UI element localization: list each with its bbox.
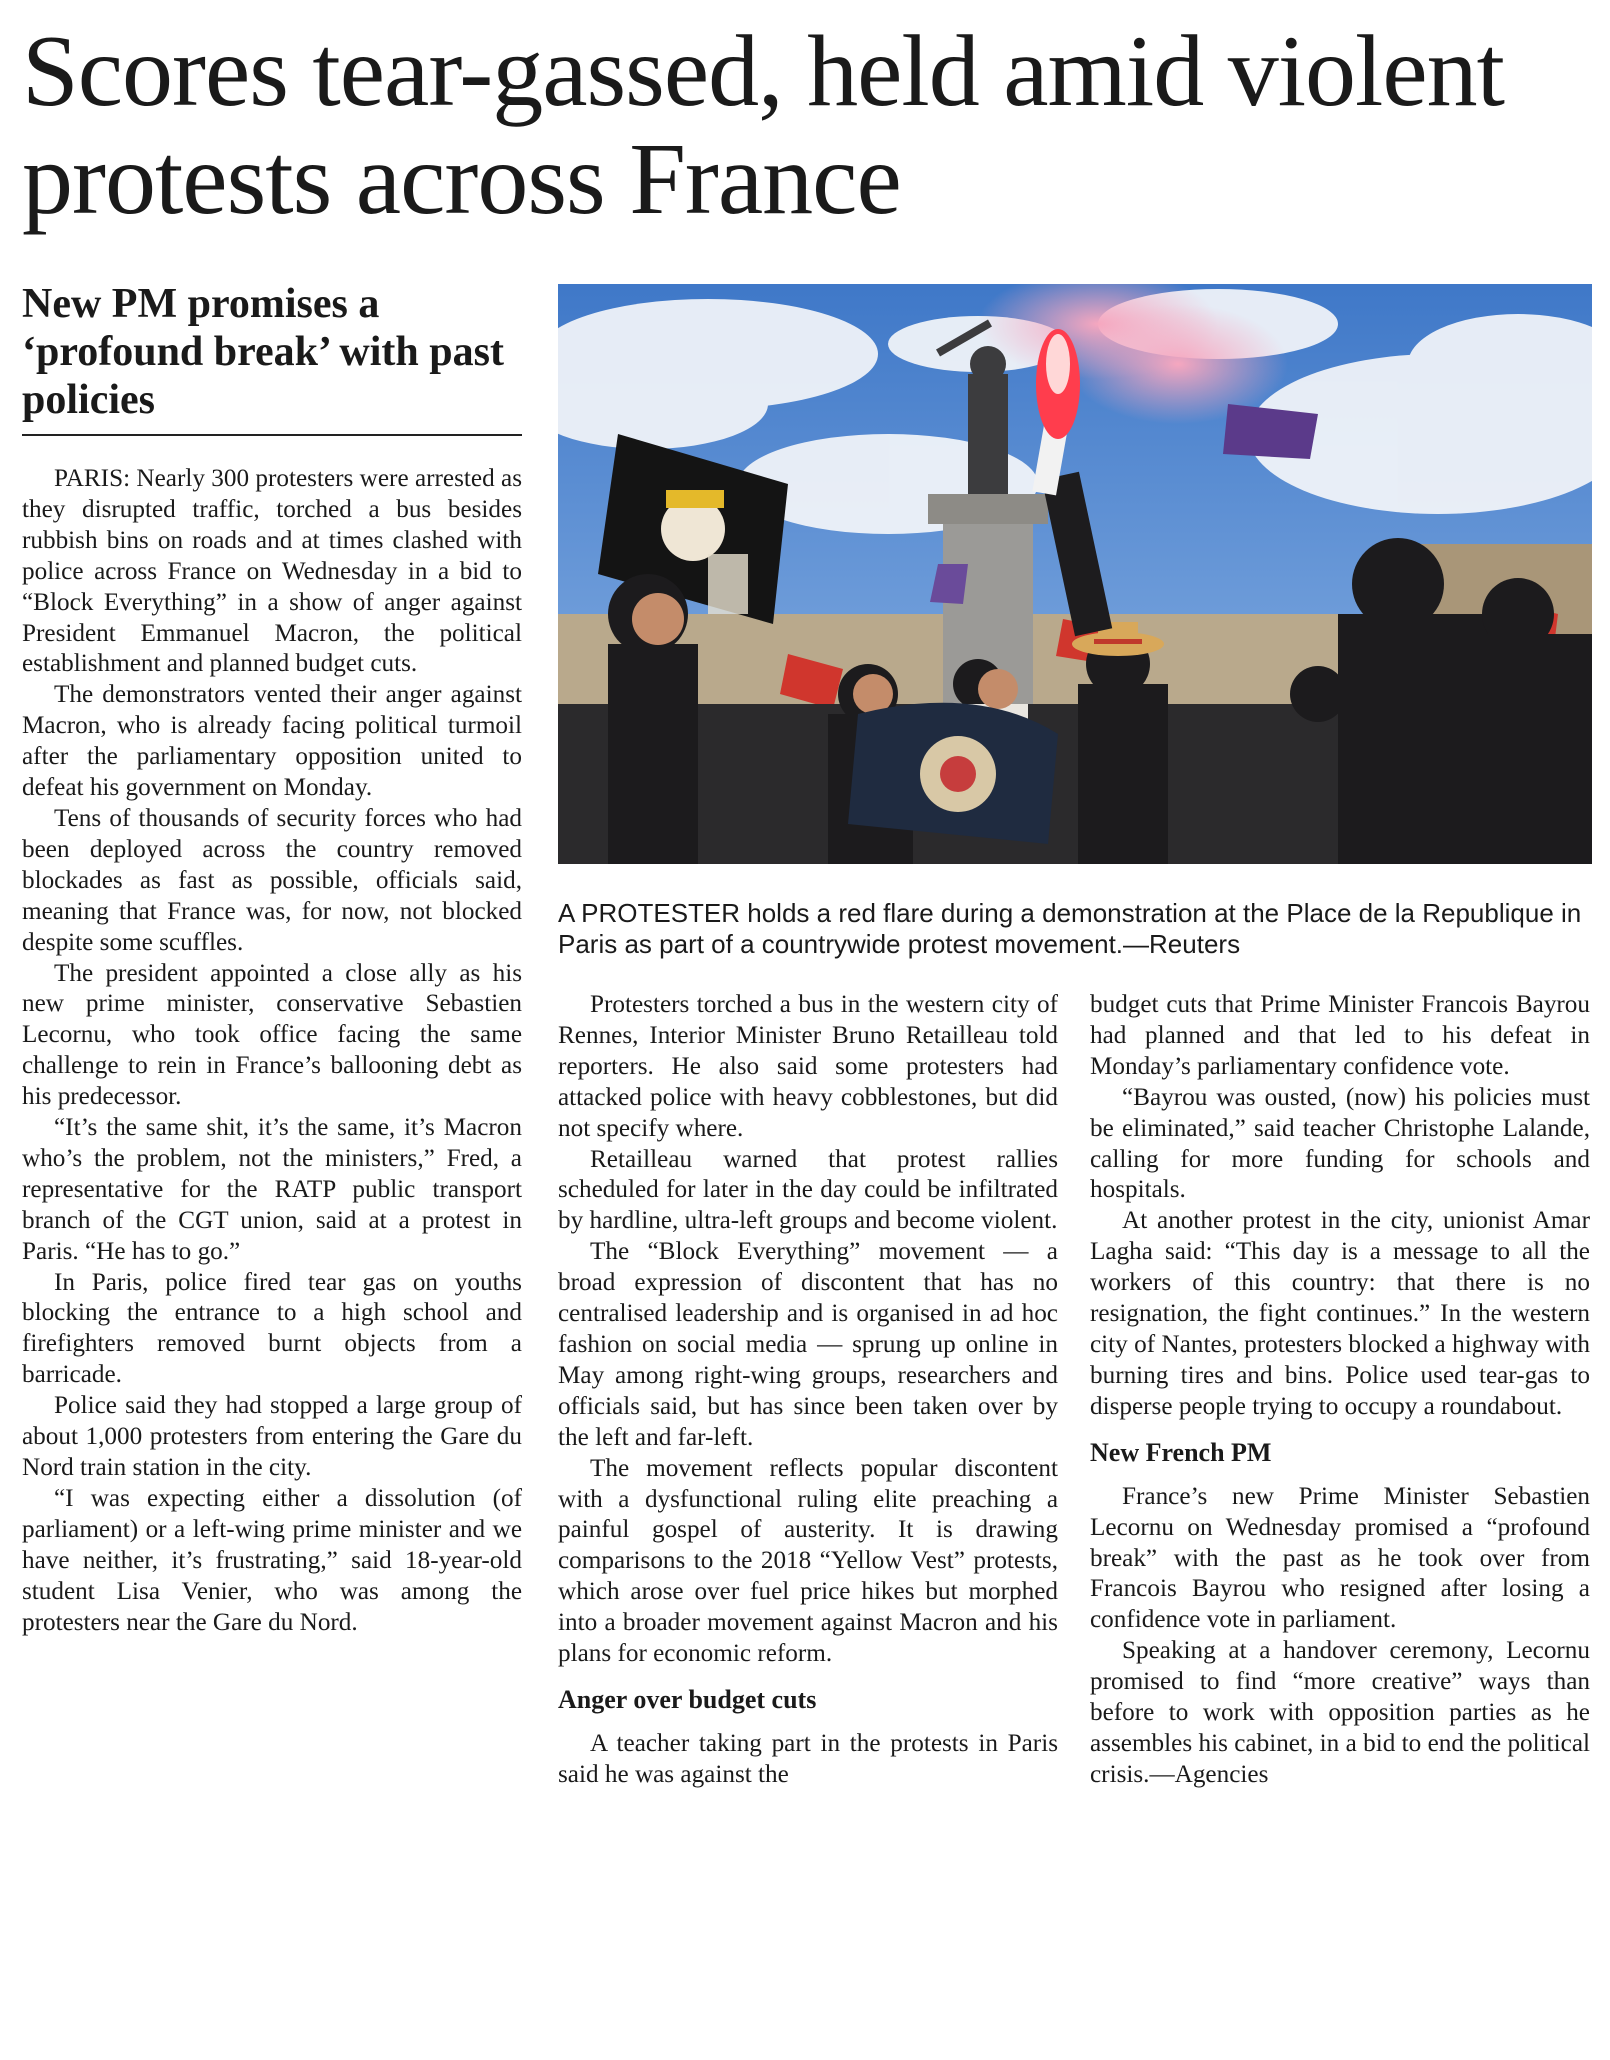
news-photo (558, 284, 1592, 864)
paragraph: “I was expecting either a dissolution (of parliament) or a left-wing prime minister and we have neither, it’s frustrating,” said 18-year-old student Lisa Venier, who was among the protesters near the Gare du Nord. (22, 1484, 522, 1636)
photo-caption: A PROTESTER holds a red flare during a demonstration at the Place de la Republique in Paris as part of a countrywide protest movement.—Reuters (558, 898, 1582, 959)
paragraph: Speaking at a handover ceremony, Lecornu promised to find “more creative” ways than before to work with opposition parties as he assembles his cabinet, in a bid to end the political crisis.—Agencies (1090, 1637, 1590, 1788)
paragraph: Protesters torched a bus in the western city of Rennes, Interior Minister Bruno Retailleau told reporters. He also said some protesters had attacked police with heavy cobblestones, but did not specify where. (558, 991, 1058, 1142)
headline: Scores tear-gassed, held amid violent protests across France (22, 15, 1504, 236)
paragraph: budget cuts that Prime Minister Francois Bayrou had planned and that led to his defeat in Monday’s parliamentary confidence vote. (1090, 991, 1590, 1080)
paragraph: The movement reflects popular discontent with a dysfunctional ruling elite preaching a painful gospel of austerity. It is drawing comparisons to the 2018 “Yellow Vest” protests, which arose over fuel price hikes but morphed into a broader movement against Macron and his plans for economic reform. (558, 1454, 1058, 1668)
paragraph: France’s new Prime Minister Sebastien Lecornu on Wednesday promised a “profound break” with the past as he took over from Francois Bayrou who resigned after losing a confidence vote in parliament. (1090, 1482, 1590, 1634)
article-column-3 (1090, 990, 1590, 1791)
paragraph: In Paris, police fired tear gas on youths blocking the entrance to a high school and firefighters removed burnt objects from a barricade. (22, 1268, 522, 1389)
article-column-2 (558, 990, 1058, 1791)
paragraph: Retailleau warned that protest rallies scheduled for later in the day could be infiltrated by hardline, ultra-left groups and become violent. (558, 1145, 1058, 1235)
paragraph: The demonstrators vented their anger against Macron, who is already facing political turmoil after the parliamentary opposition united to defeat his government on Monday. (22, 681, 522, 802)
paragraph: “It’s the same shit, it’s the same, it’s Macron who’s the problem, not the ministers,” Fred, a representative for the RATP public transport branch of the CGT union, said at a protest in Paris. “He has to go.” (22, 1114, 522, 1265)
section-heading-new-pm: New French PM (1090, 1437, 1272, 1467)
paragraph: The “Block Everything” movement — a broad expression of discontent that has no centralised leadership and is organised in ad hoc fashion on social media — sprung up online in May among right-wing groups, researchers and officials said, but has since been taken over by the left and far-left. (558, 1238, 1058, 1451)
paragraph: The president appointed a close ally as his new prime minister, conservative Sebastien Lecornu, who took office facing the same challenge to rein in France’s ballooning debt as his predecessor. (22, 959, 522, 1111)
article-column-1 (22, 464, 522, 1638)
section-heading-budget-cuts: Anger over budget cuts (558, 1684, 817, 1714)
paragraph: Police said they had stopped a large group of about 1,000 protesters from entering the Gare du Nord train station in the city. (22, 1392, 522, 1481)
paragraph: At another protest in the city, unionist Amar Lagha said: “This day is a message to all the workers of this country: that there is no resignation, the fight continues.” In the western city of Nantes, protesters blocked a highway with burning tires and bins. Police used tear-gas to disperse people trying to occupy a roundabout. (1090, 1207, 1590, 1420)
paragraph: PARIS: Nearly 300 protesters were arrested as they disrupted traffic, torched a bus besides rubbish bins on roads and at times clashed with police across France on Wednesday in a bid to “Block Everything” in a show of anger against President Emmanuel Macron, the political establishment and planned budget cuts. (22, 465, 522, 678)
paragraph: Tens of thousands of security forces who had been deployed across the country removed blockades as fast as possible, officials said, meaning that France was, for now, not blocked despite some scuffles. (22, 804, 522, 956)
subhead-divider (22, 434, 522, 436)
paragraph: A teacher taking part in the protests in Paris said he was against the (558, 1729, 1058, 1788)
paragraph: “Bayrou was ousted, (now) his policies must be eliminated,” said teacher Christophe Lalande, calling for more funding for schools and hospitals. (1090, 1083, 1590, 1204)
subheadline: New PM promises a ‘profound break’ with past policies (22, 281, 504, 423)
